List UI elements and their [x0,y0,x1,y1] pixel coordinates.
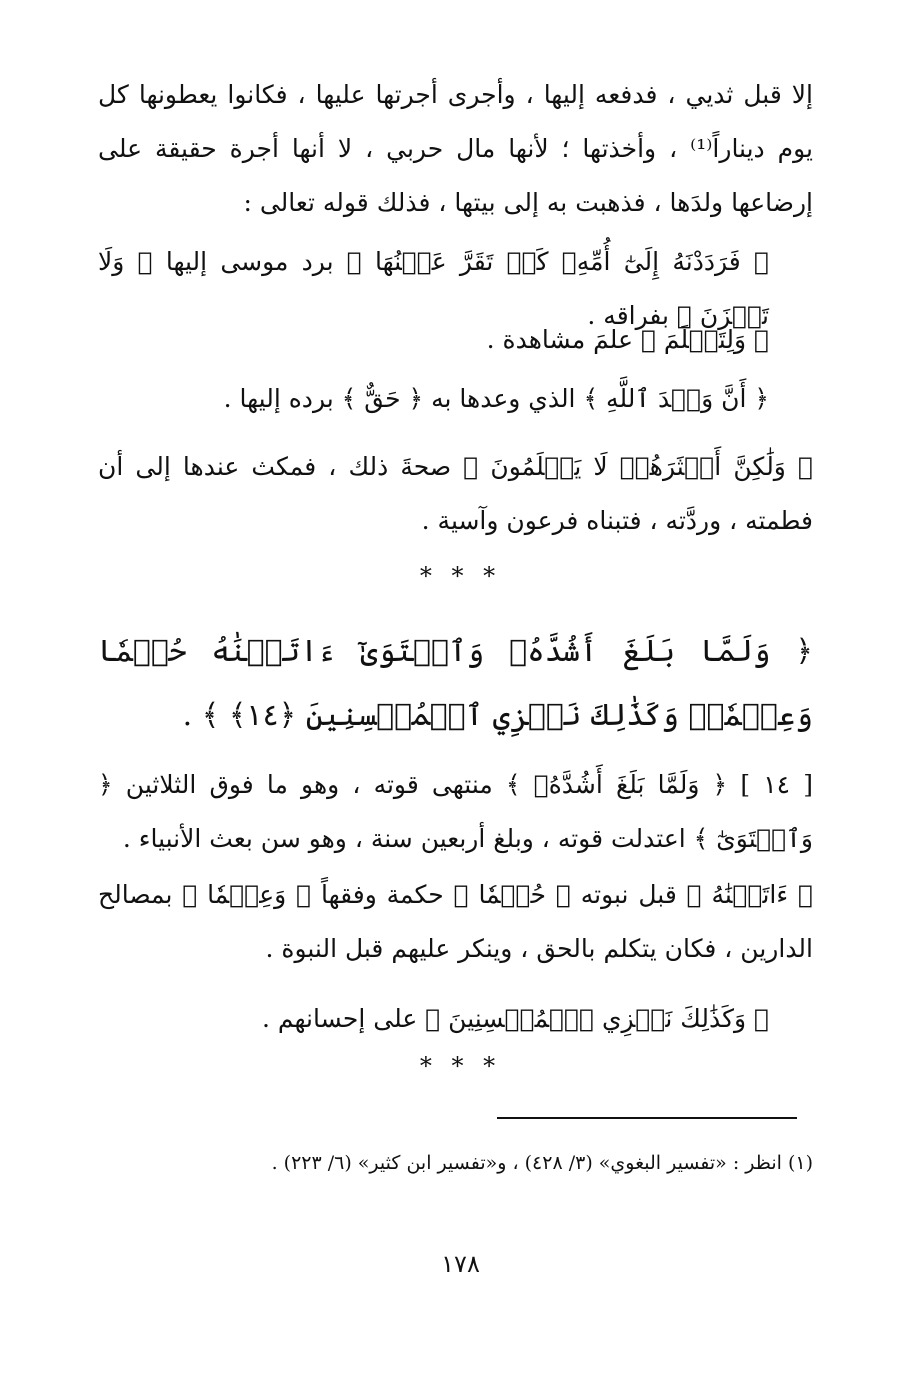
verse-comment-to-know: ﴿ وَلِتَعۡلَمَ ﴾ علمَ مشاهدة . [486,325,769,354]
main-quran-verse: ﴿ وَلَمَّا بَلَغَ أَشُدَّهُۥ وَٱسۡتَوَىٰٓ ءَاتَيۡنَٰهُ حُكۡمٗا وَعِلۡمٗاۚ وَكَذَٰلِكَ نَجۡزِي ٱلۡمُحۡسِنِينَ ﴿١٤﴾ ﴾ . [98,634,813,733]
verse-comment-most-do-not-know [98,440,813,548]
section-separator-end: * * * [419,1052,502,1080]
commentary-verse-14: [ ١٤ ] ﴿ وَلَمَّا بَلَغَ أَشُدَّهُۥ ﴾ منتهى قوته ، وهو ما فوق الثلاثين ﴿ وَٱسۡتَوَىٰٓ ﴾ اعتدلت قوته ، وبلغ أربعين سنة ، وهو سن بعث الأنبياء . [98,770,813,853]
commentary-wisdom-and-knowledge: ﴿ ءَاتَيۡنَٰهُ ﴾ قبل نبوته ﴿ حُكۡمٗا ﴾ حكمة وفقهاً ﴿ وَعِلۡمٗا ﴾ بمصالح الدارين ، فكان يتكلم بالحق ، وينكر عليهم قبل النبوة . [98,880,813,963]
commentary-reward-of-good-doers: ﴿ وَكَذَٰلِكَ نَجۡزِي ٱلۡمُحۡسِنِينَ ﴾ على إحسانهم . [261,1004,769,1033]
verse-comment-most-do-not-know-text: ﴿ وَلَٰكِنَّ أَكۡثَرَهُمۡ لَا يَعۡلَمُونَ ﴾ صحةَ ذلك ، فمكث عندها إلى أن فطمته ، وردَّته ، فتبناه فرعون وآسية . [98,452,813,535]
verse-comment-promise-of-god: ﴿ أَنَّ وَعۡدَ ٱللَّهِ ﴾ الذي وعدها به ﴿ حَقٌّ ﴾ برده إليها . [223,384,769,413]
section-separator: * * * [419,562,502,590]
footnote: (١) انظر : «تفسير البغوي» (٣/ ٤٢٨) ، و«تفسير ابن كثير» (٦/ ٢٢٣) . [271,1152,813,1174]
opening-paragraph: إلا قبل ثديي ، فدفعه إليها ، وأجرى أجرتها عليها ، فكانوا يعطونها كل يوم ديناراً⁽¹⁾ ، وأخذتها ؛ لأنها مال حربي ، لا أنها أجرة حقيقة على إرضاعها ولدَها ، فذهبت به إلى بيتها ، فذلك قوله تعالى : [98,80,813,217]
verse-comment-return-to-mother: ﴿ فَرَدَدْنَهُ إِلَىٰٓ أُمِّهِۦ كَىۡ تَقَرَّ عَيۡنُهَا ﴾ برد موسى إليها ﴿ وَلَا تَحۡزَنَ ﴾ بفراقه . [98,247,769,330]
page-number: ١٧٨ [441,1250,480,1278]
footnote-divider [497,1117,797,1119]
